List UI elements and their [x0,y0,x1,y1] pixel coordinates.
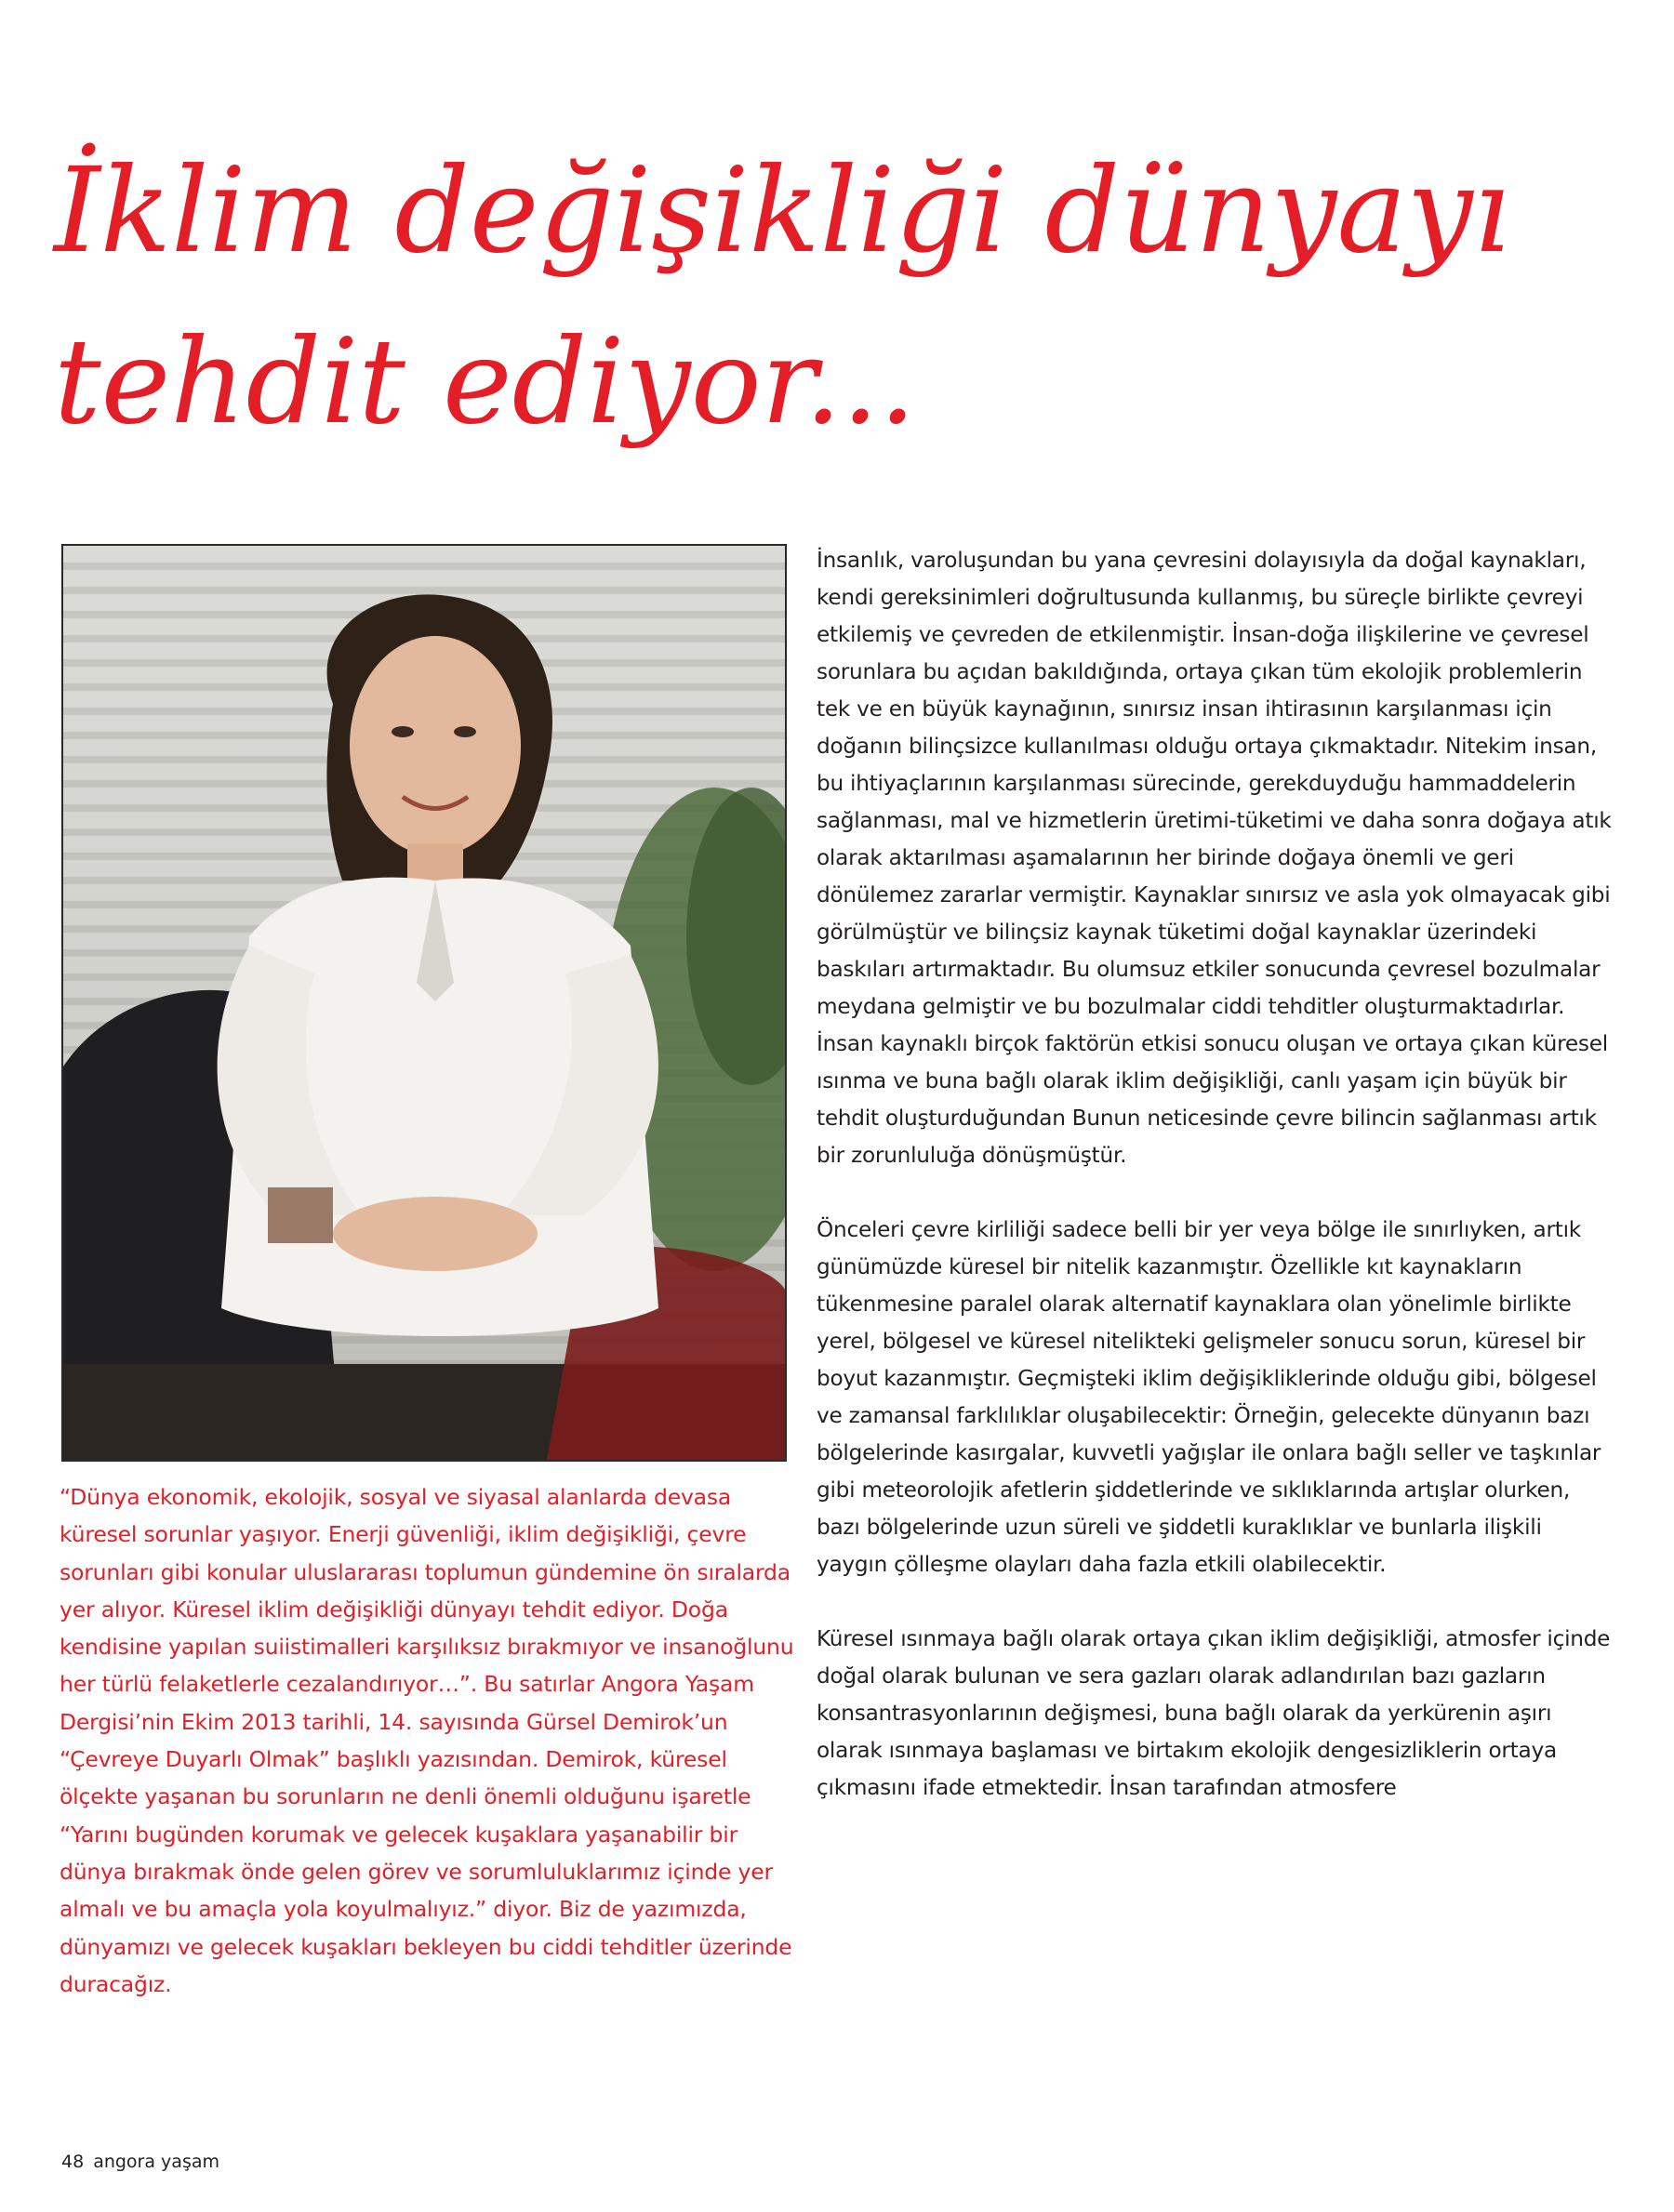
portrait-photo [61,544,787,1462]
magazine-name: angora yaşam [93,2152,219,2172]
article-headline: İklim değişikliği dünyayı tehdit ediyor... [54,142,1511,450]
page-number: 48 [61,2152,85,2172]
article-body [817,542,1618,1844]
page-footer [61,2152,219,2172]
body-paragraph: Önceleri çevre kirliliği sadece belli bir yer veya bölge ile sınırlıyken, artık günümüzde küresel bir nitelik kazanmıştır. Özellikle kıt kaynakların tükenmesine paralel olarak alternatif kaynaklara olan yönelimle birlikte yerel, bölgesel ve küresel nitelikteki gelişmeler sonucu sorun, küresel bir boyut kazanmıştır. Geçmişteki iklim değişikliklerinde olduğu gibi, bölgesel ve zamansal farklılıklar oluşabilecektir: Örneğin, gelecekte dünyanın bazı bölgelerinde kasırgalar, kuvvetli yağışlar ile onlara bağlı seller ve taşkınlar gibi meteorolojik afetlerin şiddetlerinde ve sıklıklarında artışlar olurken, bazı bölgelerinde uzun süreli ve şiddetli kuraklıklar ve bunlarla ilişkili yaygın çölleşme olayları daha fazla etkili olabilecektir. [817,1217,1601,1577]
body-paragraph: Küresel ısınmaya bağlı olarak ortaya çıkan iklim değişikliği, atmosfer içinde doğal olarak bulunan ve sera gazları olarak adlandırılan bazı gazların konsantrasyonlarının değişmesi, buna bağlı olarak da yerkürenin aşırı olarak ısınmaya başlaması ve birtakım ekolojik dengesizliklerin ortaya çıkmasını ifade etmektedir. İnsan tarafından atmosfere [817,1626,1611,1800]
body-paragraph: İnsanlık, varoluşundan bu yana çevresini dolayısıyla da doğal kaynakları, kendi gereksinimleri doğrultusunda kullanmış, bu süreçle birlikte çevreyi etkilemiş ve çevreden de etkilenmiştir. İnsan-doğa ilişkilerine ve çevresel sorunlara bu açıdan bakıldığında, ortaya çıkan tüm ekolojik problemlerin tek ve en büyük kaynağının, sınırsız insan ihtirasının karşılanması için doğanın bilinçsizce kullanılması olduğu ortaya çıkmaktadır. Nitekim insan, bu ihtiyaçlarının karşılanması sürecinde, gerekduyduğu hammaddelerin sağlanması, mal ve hizmetlerin üretimi-tüketimi ve daha sonra doğaya atık olarak aktarılması aşamalarının her birinde doğaya önemli ve geri dönülemez zararlar vermiştir. Kaynaklar sınırsız ve asla yok olmayacak gibi görülmüştür ve bilinçsiz kaynak tüketimi doğal kaynaklar üzerindeki baskıları artırmaktadır. Bu olumsuz etkiler sonucunda çevresel bozulmalar meydana gelmiştir ve bu bozulmalar ciddi tehditler oluşturmaktadırlar. İnsan kaynaklı birçok faktörün etkisi sonucu oluşan ve ortaya çıkan küresel ısınma ve buna bağlı olarak iklim değişikliği, canlı yaşam için büyük bir tehdit oluşturduğundan Bunun neticesinde çevre bilincin sağlanması artık bir zorunluluğa dönüşmüştür. [817,548,1612,1168]
pull-quote: “Dünya ekonomik, ekolojik, sosyal ve siyasal alanlarda devasa küresel sorunlar yaşıyor. Enerji güvenliği, iklim değişikliği, çevre sorunları gibi konular uluslararası toplumun gündemine ön sıralarda yer alıyor. Küresel iklim değişikliği dünyayı tehdit ediyor. Doğa kendisine yapılan suiistimalleri karşılıksız bırakmıyor ve insanoğlunu her türlü felaketlerle cezalandırıyor…”. Bu satırlar Angora Yaşam Dergisi’nin Ekim 2013 tarihli, 14. sayısında Gürsel Demirok’un “Çevreye Duyarlı Olmak” başlıklı yazısından. Demirok, küresel ölçekte yaşanan bu sorunların ne denli önemli olduğunu işaretle “Yarını bugünden korumak ve gelecek kuşaklara yaşanabilir bir dünya bırakmak önde gelen görev ve sorumluluklarımız içinde yer almalı ve bu amaçla yola koyulmalıyız.” diyor. Biz de yazımızda, dünyamızı ve gelecek kuşakları bekleyen bu ciddi tehditler üzerinde duracağız. [60,1484,794,1997]
